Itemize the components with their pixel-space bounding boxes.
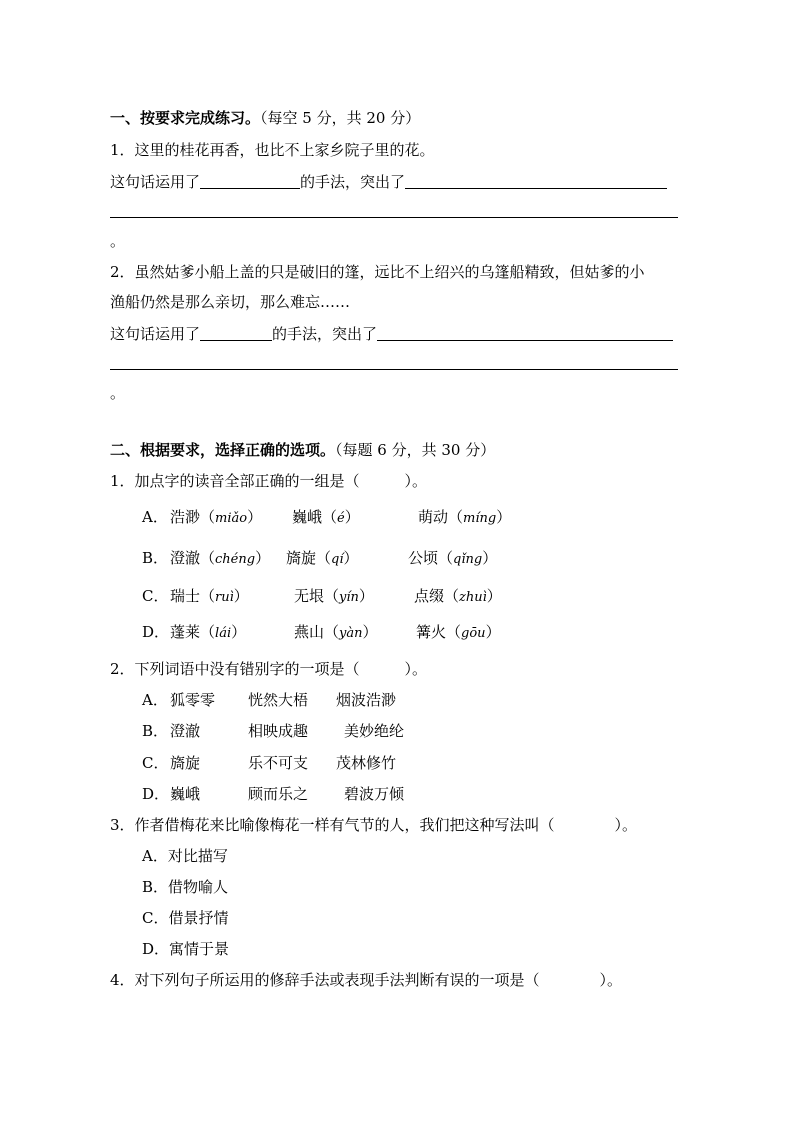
- s1-q1-blank-effect[interactable]: [405, 172, 667, 189]
- s2-q1-option-d-item3: 篝火（gōu）: [416, 623, 501, 641]
- s2-q2-option-a-item1: 狐零零: [170, 691, 216, 709]
- section1-score: （每空 5 分，共 20 分）: [260, 109, 421, 127]
- s2-q1-stem: 1．加点字的读音全部正确的一组是（ ）。: [110, 472, 428, 490]
- s2-q2-option-c-item2: 乐不可支: [248, 754, 309, 772]
- s2-q3-stem: 3．作者借梅花来比喻像梅花一样有气节的人，我们把这种写法叫（ ）。: [110, 816, 638, 834]
- s2-q1-option-a-item1: 浩渺（miǎo）: [170, 508, 263, 526]
- section2-heading: [110, 440, 495, 460]
- s2-q1-option-a-item2: 巍峨（é）: [292, 508, 360, 526]
- s2-q1-option-b-item1: 澄澈（chéng）: [170, 549, 271, 567]
- s1-q1-prefix: 这句话运用了: [110, 173, 201, 191]
- s1-q2-answer-line: [110, 324, 673, 344]
- s2-q1-option-c-label[interactable]: C．: [142, 587, 169, 605]
- s1-q2-text-line1: 2．虽然姑爹小船上盖的只是破旧的篷，远比不上绍兴的乌篷船精致，但姑爹的小: [110, 263, 645, 281]
- s2-q3-option-c[interactable]: C．借景抒情: [142, 909, 229, 927]
- s2-q2-option-c-label[interactable]: C．: [142, 754, 169, 772]
- section2-title: 二、根据要求，选择正确的选项。: [110, 441, 336, 459]
- s2-q1-option-a-item3: 萌动（míng）: [418, 508, 512, 526]
- s1-q1-text: 1．这里的桂花再香，也比不上家乡院子里的花。: [110, 141, 435, 159]
- s1-q1-blank-technique[interactable]: [200, 172, 300, 189]
- section2-score: （每题 6 分，共 30 分）: [335, 441, 496, 459]
- s1-q1-blank-continuation[interactable]: [110, 217, 678, 218]
- s2-q1-option-d-item2: 燕山（yàn）: [294, 623, 378, 641]
- s1-q2-blank-continuation[interactable]: [110, 369, 678, 370]
- s2-q3-option-b[interactable]: B．借物喻人: [142, 878, 229, 896]
- s2-q2-option-a-item3: 烟波浩渺: [336, 691, 397, 709]
- s1-q2-text-line2: 渔船仍然是那么亲切，那么难忘……: [110, 293, 351, 311]
- s1-q2-end: 。: [110, 384, 126, 402]
- s1-q1-answer-line: [110, 172, 667, 192]
- s2-q1-option-d-label[interactable]: D．: [142, 623, 170, 641]
- s2-q1-option-c-item2: 无垠（yín）: [294, 587, 374, 605]
- s2-q2-option-d-label[interactable]: D．: [142, 785, 170, 803]
- s2-q2-option-a-item2: 恍然大梧: [248, 691, 309, 709]
- s2-q2-stem: 2．下列词语中没有错别字的一项是（ ）。: [110, 660, 428, 678]
- s1-q2-blank-technique[interactable]: [200, 324, 272, 341]
- s2-q2-option-b-item3: 美妙绝纶: [344, 722, 405, 740]
- s1-q1-end: 。: [110, 232, 126, 250]
- s2-q1-option-b-label[interactable]: B．: [142, 549, 169, 567]
- s2-q1-option-d-item1: 蓬莱（lái）: [170, 623, 247, 641]
- s2-q1-option-c-item1: 瑞士（ruì）: [170, 587, 249, 605]
- s2-q1-option-b-item3: 公顷（qǐng）: [408, 549, 498, 567]
- s2-q1-option-a-label[interactable]: A．: [142, 508, 168, 526]
- s2-q2-option-b-item2: 相映成趣: [248, 722, 309, 740]
- s1-q2-blank-effect[interactable]: [377, 324, 673, 341]
- s2-q3-option-a[interactable]: A．对比描写: [142, 847, 228, 865]
- s2-q2-option-c-item1: 旖旋: [170, 754, 201, 772]
- s2-q2-option-a-label[interactable]: A．: [142, 691, 168, 709]
- s2-q1-option-b-item2: 旖旋（qí）: [286, 549, 359, 567]
- s2-q4-stem: 4．对下列句子所运用的修辞手法或表现手法判断有误的一项是（ ）。: [110, 971, 623, 989]
- s1-q2-prefix: 这句话运用了: [110, 325, 201, 343]
- s2-q1-option-c-item3: 点缀（zhuì）: [414, 587, 502, 605]
- s2-q2-option-c-item3: 茂林修竹: [336, 754, 397, 772]
- s1-q1-mid: 的手法，突出了: [300, 173, 406, 191]
- s2-q2-option-d-item3: 碧波万倾: [344, 785, 405, 803]
- s2-q2-option-b-label[interactable]: B．: [142, 722, 169, 740]
- section1-heading: [110, 108, 420, 128]
- s2-q2-option-d-item2: 顾而乐之: [248, 785, 309, 803]
- s2-q2-option-b-item1: 澄澈: [170, 722, 201, 740]
- s2-q3-option-d[interactable]: D．寓情于景: [142, 940, 230, 958]
- s1-q2-mid: 的手法，突出了: [272, 325, 378, 343]
- s2-q2-option-d-item1: 巍峨: [170, 785, 201, 803]
- section1-title: 一、按要求完成练习。: [110, 109, 261, 127]
